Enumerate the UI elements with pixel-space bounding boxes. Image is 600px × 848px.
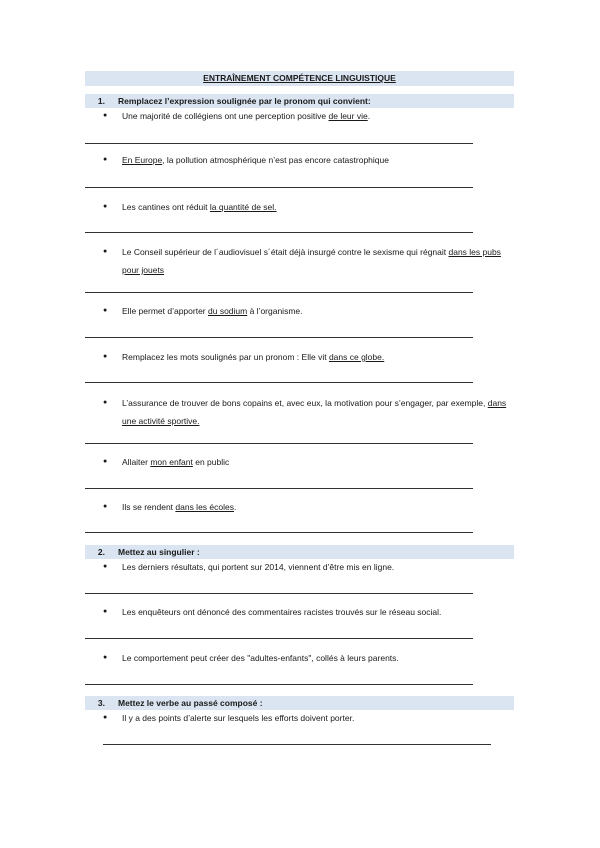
answer-line[interactable] [85,292,473,293]
bullet-icon: ● [103,458,108,465]
item-text-end: à l’organisme. [247,306,303,316]
bullet-icon: ● [103,203,108,210]
answer-line[interactable] [85,638,473,639]
bullet-icon: ● [103,112,108,119]
bullet-icon: ● [103,503,108,510]
section-number: 2. [97,547,105,557]
underlined-expression: dans une activité sportive. [122,398,507,426]
answer-line[interactable] [85,488,473,489]
underlined-expression: dans ce globe. [328,352,385,362]
item-text-end: . [233,502,237,512]
item-text: Le Conseil supérieur de l´audiovisuel s´était déjà insurgé contre le sexisme qui régnait [122,247,449,257]
exercise-item [103,453,515,471]
item-text-end: , la pollution atmosphérique n’est pas encore catastrophique [162,155,389,165]
answer-line[interactable] [85,382,473,383]
item-text: Ils se rendent [122,502,176,512]
bullet-icon: ● [103,654,108,661]
underlined-expression: du sodium [208,306,248,316]
exercise-item [103,107,515,125]
bullet-icon: ● [103,307,108,314]
item-text: L’assurance de trouver de bons copains et, avec eux, la motivation pour s’engager, par exemple, [122,398,488,408]
item-text: Les cantines ont réduit [122,202,210,212]
bullet-icon: ● [103,353,108,360]
item-text: Remplacez les mots soulignés par un pronom : Elle vit [122,352,329,362]
item-text-end: en public [192,457,230,467]
underlined-expression: de leur vie [328,111,368,121]
underlined-expression: mon enfant [150,457,193,467]
item-text: Elle permet d’apporter [122,306,208,316]
answer-line[interactable] [103,744,491,745]
answer-line[interactable] [85,443,473,444]
answer-line[interactable] [85,684,473,685]
exercise-item [103,498,515,516]
page-title: ENTRAÎNEMENT COMPÉTENCE LINGUISTIQUE [85,71,514,86]
section-3-heading [85,696,514,710]
section-2-heading [85,545,514,559]
section-number: 3. [97,698,105,708]
bullet-icon: ● [103,563,108,570]
answer-line[interactable] [85,187,473,188]
underlined-expression: la quantité de sel. [209,202,277,212]
item-text: Les derniers résultats, qui portent sur 2014, viennent d’être mis en ligne. [122,562,395,572]
underlined-expression: dans les écoles [175,502,234,512]
answer-line[interactable] [85,593,473,594]
answer-line[interactable] [85,532,473,533]
bullet-icon: ● [103,248,108,255]
section-1-heading [85,94,514,108]
bullet-icon: ● [103,608,108,615]
bullet-icon: ● [103,399,108,406]
item-text: Une majorité de collégiens ont une perception positive [122,111,329,121]
section-title: Remplacez l’expression soulignée par le pronom qui convient: [118,96,371,106]
exercise-item [103,243,515,279]
exercise-item [103,709,515,727]
section-number: 1. [97,96,105,106]
exercise-item [103,558,515,576]
exercise-item [103,302,515,320]
section-title: Mettez au singulier : [118,547,200,557]
exercise-item [103,603,515,621]
section-title: Mettez le verbe au passé composé : [118,698,263,708]
exercise-item [103,649,515,667]
exercise-item [103,394,515,430]
exercise-item [103,348,515,366]
item-text-end: . [367,111,371,121]
bullet-icon: ● [103,156,108,163]
exercise-item [103,151,515,169]
answer-line[interactable] [85,143,473,144]
item-text: Il y a des points d’alerte sur lesquels les efforts doivent porter. [122,713,355,723]
bullet-icon: ● [103,714,108,721]
item-text: Allaiter [122,457,151,467]
answer-line[interactable] [85,232,473,233]
item-text: Les enquêteurs ont dénoncé des commentaires racistes trouvés sur le réseau social. [122,607,442,617]
answer-line[interactable] [85,337,473,338]
exercise-item [103,198,515,216]
underlined-expression: En Europe [122,155,163,165]
underlined-expression: dans les pubs pour jouets [122,247,501,275]
item-text: Le comportement peut créer des "adultes-enfants", collés à leurs parents. [122,653,399,663]
